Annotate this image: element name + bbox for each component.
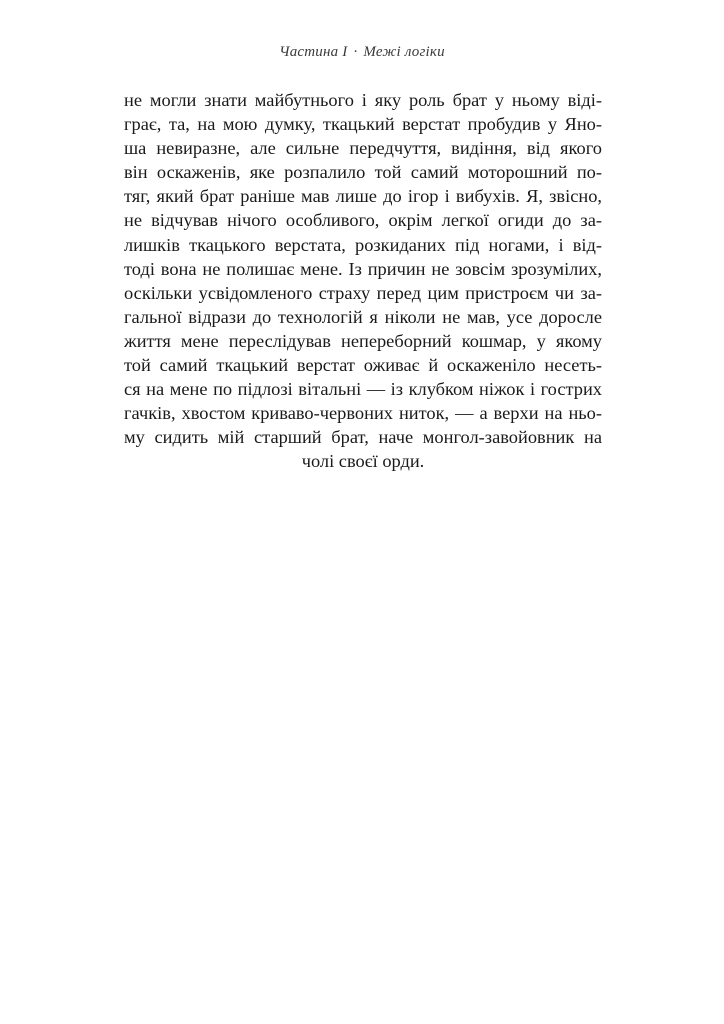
running-head [0, 44, 724, 61]
text-line: не відчував нічого особливого, окрім легкої огиди до за- [124, 210, 602, 231]
text-line: тяг, який брат раніше мав лише до ігор і вибухів. Я, звісно, [124, 186, 602, 207]
text-line: життя мене переслідував непереборний кошмар, у якому [124, 330, 602, 351]
body-text [124, 88, 602, 474]
text-line: му сидить мій старший брат, наче монгол-завойовник на [124, 427, 602, 448]
text-line: грає, та, на мою думку, ткацький верстат пробудив у Яно- [124, 114, 602, 135]
text-line: гальної відрази до технологій я ніколи не мав, усе доросле [124, 306, 602, 327]
chapter-title: Межі логіки [363, 44, 445, 60]
part-title: Частина I [279, 44, 348, 60]
text-line-last: чолі своєї орди. [301, 451, 425, 472]
text-line: ся на мене по підлозі вітальні — із клубком ніжок і гострих [124, 379, 602, 400]
text-line: лишків ткацького верстата, розкиданих під ногами, і від- [124, 234, 602, 255]
text-line: оскільки усвідомленого страху перед цим пристроєм чи за- [124, 282, 602, 303]
text-line: гачків, хвостом криваво-червоних ниток, — а верхи на ньо- [124, 403, 602, 424]
text-line: він оскаженів, яке розпалило той самий моторошний по- [124, 162, 602, 183]
header-separator: · [353, 44, 358, 60]
text-line: той самий ткацький верстат оживає й оскаженіло несеть- [124, 355, 602, 376]
text-line: тоді вона не полишає мене. Із причин не зовсім зрозумілих, [124, 258, 602, 279]
text-line: не могли знати майбутнього і яку роль брат у ньому віді- [124, 90, 602, 110]
text-line: ша невиразне, але сильне передчуття, видіння, від якого [124, 138, 602, 159]
